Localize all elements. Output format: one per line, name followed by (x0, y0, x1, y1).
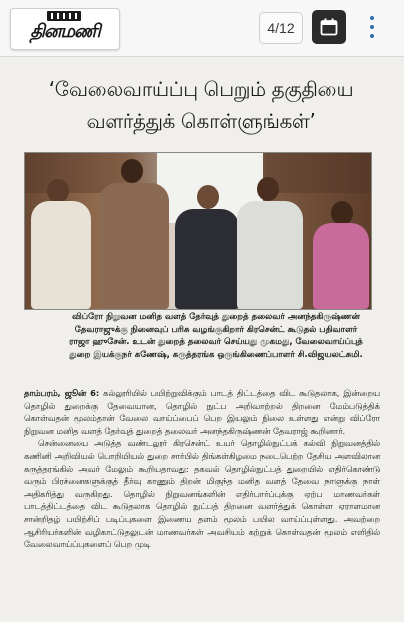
dateline: தாம்பரம், ஜூன் 6: (24, 388, 100, 398)
article-body (24, 387, 380, 551)
page-indicator[interactable]: 4/12 (259, 12, 303, 44)
newspaper-logo[interactable] (10, 8, 120, 50)
newspaper-page[interactable] (0, 57, 404, 622)
calendar-icon (320, 18, 338, 36)
article-photo (24, 152, 372, 310)
article-headline: ‘வேலைவாய்ப்பு பெறும் தகுதியை வளர்த்துக் கொள்ளுங்கள்’ (48, 77, 354, 133)
more-options-button[interactable] (362, 12, 382, 42)
logo-mark-icon (47, 11, 81, 21)
paragraph-text: கல்லூரியில் பயிற்றுவிக்கும் பாடத் திட்டத்தை விட கூடுதலாக, இன்றைய தொழில் துறைக்கு தேவையான, தொழில் நுட்ப அறிவாற்றல் திறனை மேம்படுத்திக் கொள்வதன் மூலம்தான் வேலை வாய்ப்பைப் பெற இயலும் நிலை உள்ளது என்று விப்ரோ நிறுவன மனித வளத் தேர்வுத் துறைத் தலைவர் அனந்தகிருஷ்ணன் தேவராஜ் கூறினார். (24, 388, 380, 436)
logo-text: தினமணி (30, 21, 100, 42)
calendar-button[interactable] (312, 10, 346, 44)
photo-caption: விப்ரோ நிறுவன மனித வளத் தேர்வுத் துறைத் தலைவர் அனந்தகிருஷ்ணன் தேவராஜுக்கு நினைவுப் பரிசு வழங்குகிறார் கிரசென்ட் கூடுதல் பதிவாளர் ராஜா ஹுசேன். உடன் துறைத் தலைவர் செய்யது முகமது, வேலைவாய்ப்புத் துறை இயக்குநர் கணேஷ், கருத்தரங்க ஒருங்கிணைப்பாளர் சி.விஜயலட்சுமி. (69, 312, 363, 360)
app-bar (0, 0, 404, 57)
article-paragraph (24, 387, 380, 437)
article-paragraph: சென்னையை அடுத்த வண்டலூர் கிரசென்ட் உயர் தொழில்நுட்பக் கல்வி நிறுவனத்தில் கணினி அறிவியல் பொறியியல் துறை சார்பில் திங்கள்கிழமை நடைபெற்ற தேசிய அளவிலான கருத்தரங்கில் அவர் மேலும் கூறியதாவது: தகவல் தொழில்நுட்பத் துறையில் எதிர்கொண்டு வரும் பிரச்னைகளுக்குத் தீர்வு காணும் திறன் மிகுந்த மனித வளத் தேவை நாளுக்கு நாள் அதிகரித்து வருகிறது. தொழில் நிறுவனங்களின் எதிர்பார்ப்புக்கு ஏற்ப மாணவர்கள் பாடத்திட்டத்தை விட கூடுதலாக தொழில் நுட்பத் திறனை வளர்த்துக் கொள்ள ஏராளமான சான்றிதழ் பயிற்சிப் படிப்புகளை இணைய தளம் மூலம் பயில வாய்ப்புள்ளது. அவற்றை ஆசிரியர்களின் வழிகாட்டுதலுடன் மாணவர்கள் அவசியம் கற்றுக் கொள்வதன் மூலம் எளிதில் வேலைவாய்ப்புகளைப் பெற முடி (24, 438, 380, 550)
